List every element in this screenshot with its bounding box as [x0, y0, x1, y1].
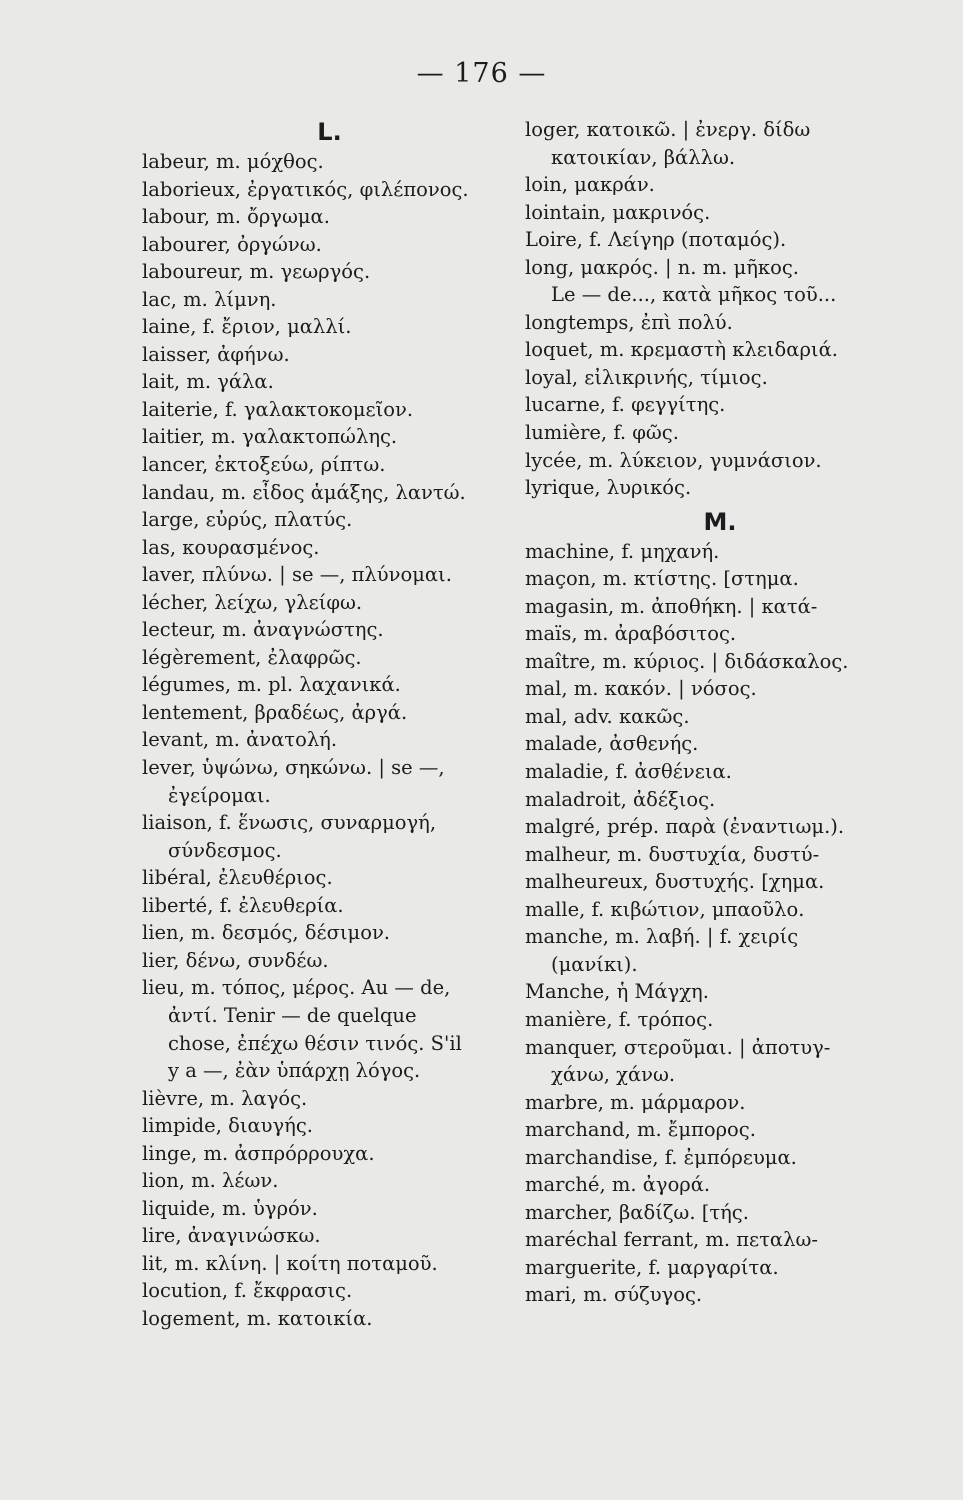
dictionary-entry-line: lentement, βραδέως, ἀργά.: [142, 700, 408, 724]
dictionary-entry-line: magasin, m. ἀποθήκη. | κατά-: [525, 594, 818, 618]
dictionary-entry-line: lier, δένω, συνδέω.: [142, 948, 329, 972]
dictionary-entry-line: machine, f. μηχανή.: [525, 539, 720, 563]
dictionary-entry-line: marché, m. ἀγορά.: [525, 1173, 711, 1197]
dictionary-entry-line: lion, m. λέων.: [142, 1169, 279, 1193]
dictionary-entry-line: lever, ὑψώνω, σηκώνω. | se —,: [142, 756, 445, 780]
dictionary-entry-line: labour, m. ὄργωμα.: [142, 205, 330, 229]
right-entries-l: [525, 116, 915, 502]
dictionary-entry-line: levant, m. ἀνατολή.: [142, 728, 338, 752]
dictionary-entry-line: limpide, διαυγής.: [142, 1114, 313, 1138]
dictionary-entry-line: locution, f. ἔκφρασις.: [142, 1279, 353, 1303]
dictionary-entry-line: maréchal ferrant, m. πεταλω-: [525, 1228, 818, 1252]
dictionary-entry-line: laver, πλύνω. | se —, πλύνομαι.: [142, 563, 452, 587]
dictionary-entry-line: maître, m. κύριος. | διδάσκαλος.: [525, 649, 849, 673]
dictionary-entry-line: loin, μακράν.: [525, 173, 655, 197]
dictionary-entry-line: liaison, f. ἕνωσις, συναρμογή,: [142, 811, 437, 835]
dictionary-entry-line: lien, m. δεσμός, δέσιμον.: [142, 921, 391, 945]
dictionary-entry-line: lit, m. κλίνη. | κοίτη ποταμοῦ.: [142, 1251, 438, 1275]
dictionary-entry-line: loquet, m. κρεμαστὴ κλειδαριά.: [525, 338, 838, 362]
dictionary-entry-line: lait, m. γάλα.: [142, 370, 274, 394]
dictionary-entry-line: malheureux, δυστυχής. [χημα.: [525, 870, 825, 894]
dictionary-entry-line: ἀντί. Tenir — de quelque: [168, 1003, 417, 1027]
dictionary-entry-line: large, εὐρύς, πλατύς.: [142, 508, 353, 532]
dictionary-entry-line: malle, f. κιβώτιον, μπαοῦλο.: [525, 897, 805, 921]
dictionary-entry-line: landau, m. εἶδος ἁμάξης, λαντώ.: [142, 480, 466, 504]
dictionary-entry-line: laborieux, ἐργατικός, φιλέπονος.: [142, 177, 469, 201]
dictionary-entry-line: y a —, ἐὰν ὑπάρχῃ λόγος.: [168, 1059, 421, 1083]
dictionary-entry-line: maladie, f. ἀσθένεια.: [525, 760, 732, 784]
dictionary-entry-line: long, μακρός. | n. m. μῆκος.: [525, 255, 799, 279]
dictionary-entry-line: labeur, m. μόχθος.: [142, 150, 324, 173]
dictionary-entry-line: marbre, m. μάρμαρον.: [525, 1090, 746, 1114]
dictionary-entry-line: malheur, m. δυστυχία, δυστύ-: [525, 842, 820, 866]
section-heading-m: M.: [703, 507, 737, 536]
section-heading-l: L.: [317, 118, 342, 146]
dictionary-entry-line: maçon, m. κτίστης. [στημα.: [525, 567, 799, 591]
left-entries: [142, 148, 517, 1333]
dictionary-entry-line: loger, κατοικῶ. | ἐνεργ. δίδω: [525, 118, 811, 141]
dictionary-entry-line: liquide, m. ὑγρόν.: [142, 1196, 318, 1220]
dictionary-entry-line: lieu, m. τόπος, μέρος. Au — de,: [142, 976, 451, 1000]
dictionary-entry-line: lécher, λείχω, γλείφω.: [142, 590, 363, 614]
dictionary-entry-line: manquer, στεροῦμαι. | ἀποτυγ-: [525, 1035, 831, 1059]
dictionary-entry-line: linge, m. ἀσπρόρρουχα.: [142, 1141, 375, 1165]
dictionary-entry-line: libéral, ἐλευθέριος.: [142, 866, 333, 890]
dictionary-entry-line: labourer, ὀργώνω.: [142, 232, 322, 256]
dictionary-entry-line: maïs, m. ἀραβόσιτος.: [525, 622, 737, 646]
dictionary-entry-line: lire, ἀναγινώσκω.: [142, 1224, 321, 1248]
dictionary-entry-line: légèrement, ἐλαφρῶς.: [142, 645, 362, 669]
dictionary-entry-line: lecteur, m. ἀναγνώστης.: [142, 618, 384, 642]
dictionary-entry-line: las, κουρασμένος.: [142, 535, 320, 559]
dictionary-entry-line: chose, ἐπέχω θέσιν τινός. S'il: [168, 1031, 462, 1055]
dictionary-entry-line: lancer, ἐκτοξεύω, ρίπτω.: [142, 453, 386, 477]
dictionary-entry-line: logement, m. κατοικία.: [142, 1306, 373, 1330]
dictionary-entry-line: longtemps, ἐπὶ πολύ.: [525, 310, 733, 334]
dictionary-entry-line: laboureur, m. γεωργός.: [142, 260, 371, 284]
dictionary-entry-line: malgré, prép. παρὰ (ἐναντιωμ.).: [525, 815, 845, 839]
dictionary-entry-line: loyal, εἰλικρινής, τίμιος.: [525, 365, 768, 389]
left-column: [142, 116, 517, 1333]
dictionary-entry-line: lièvre, m. λαγός.: [142, 1086, 308, 1110]
dictionary-entry-line: χάνω, χάνω.: [551, 1063, 676, 1087]
dictionary-entry-line: mal, adv. κακῶς.: [525, 704, 690, 728]
dictionary-entry-line: marchandise, f. ἐμπόρευμα.: [525, 1145, 797, 1169]
dictionary-entry-line: marcher, βαδίζω. [τής.: [525, 1200, 749, 1224]
dictionary-entry-line: lumière, f. φῶς.: [525, 421, 679, 445]
dictionary-entry-line: κατοικίαν, βάλλω.: [551, 145, 736, 169]
right-entries-m: [525, 538, 915, 1309]
dictionary-entry-line: Le — de..., κατὰ μῆκος τοῦ...: [551, 283, 837, 307]
page-number: — 176 —: [416, 58, 547, 89]
dictionary-entry-line: lyrique, λυρικός.: [525, 476, 692, 500]
dictionary-entry-line: Manche, ἡ Μάγχη.: [525, 980, 709, 1004]
dictionary-entry-line: laisser, ἀφήνω.: [142, 342, 290, 366]
dictionary-entry-line: lac, m. λίμνη.: [142, 287, 277, 311]
dictionary-entry-line: lointain, μακρινός.: [525, 200, 711, 224]
dictionary-entry-line: malade, ἀσθενής.: [525, 732, 699, 756]
dictionary-entry-line: liberté, f. ἐλευθερία.: [142, 893, 344, 917]
dictionary-entry-line: ἐγείρομαι.: [168, 783, 271, 807]
dictionary-entry-line: maladroit, ἀδέξιος.: [525, 787, 716, 811]
dictionary-entry-line: laine, f. ἔριον, μαλλί.: [142, 315, 352, 339]
dictionary-entry-line: marchand, m. ἔμπορος.: [525, 1118, 756, 1142]
dictionary-entry-line: σύνδεσμος.: [168, 838, 282, 862]
dictionary-entry-line: manière, f. τρόπος.: [525, 1007, 714, 1031]
dictionary-entry-line: lucarne, f. φεγγίτης.: [525, 393, 726, 417]
dictionary-entry-line: Loire, f. Λείγηρ (ποταμός).: [525, 228, 787, 252]
dictionary-entry-line: marguerite, f. μαργαρίτα.: [525, 1255, 779, 1279]
dictionary-entry-line: (μανίκι).: [551, 952, 638, 976]
right-column: [525, 116, 915, 1309]
dictionary-entry-line: mari, m. σύζυγος.: [525, 1283, 703, 1307]
dictionary-entry-line: lycée, m. λύκειον, γυμνάσιον.: [525, 448, 822, 472]
dictionary-entry-line: laiterie, f. γαλακτοκομεῖον.: [142, 397, 414, 421]
dictionary-entry-line: laitier, m. γαλακτοπώλης.: [142, 425, 398, 449]
dictionary-entry-line: manche, m. λαβή. | f. χειρίς: [525, 925, 799, 949]
dictionary-entry-line: mal, m. κακόν. | νόσος.: [525, 677, 757, 701]
dictionary-entry-line: légumes, m. pl. λαχανικά.: [142, 673, 401, 697]
